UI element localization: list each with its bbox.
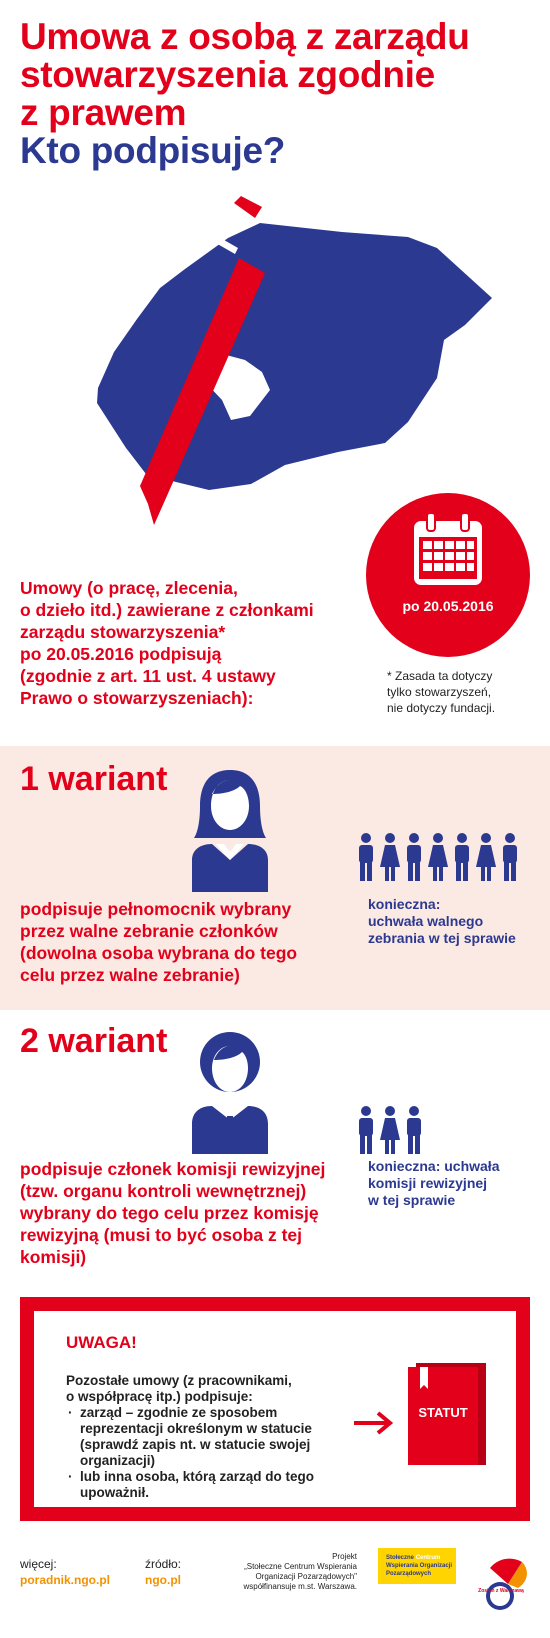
warning-intro-line: Pozostałe umowy (z pracownikami,: [66, 1373, 292, 1388]
person-male-icon: [359, 1106, 373, 1154]
footnote: [387, 668, 547, 716]
more-link[interactable]: poradnik.ngo.pl: [20, 1573, 110, 1587]
members-group-icon: [356, 833, 528, 881]
calendar-icon: [411, 511, 485, 589]
warsaw-logo: [478, 1548, 534, 1618]
warsaw-logo-text: Zostań z Warszawą: [478, 1588, 524, 1594]
variant-1-requirement: [368, 896, 516, 947]
project-line: „Stołeczne Centrum Wspierania: [244, 1562, 357, 1571]
variant-1-text: [20, 898, 297, 986]
intro-line: Prawo o stowarzyszeniach):: [20, 688, 254, 708]
requirement-line: konieczna:: [368, 896, 441, 912]
variant-2-title: 2 wariant: [20, 1022, 168, 1060]
project-line: Organizacji Pozarządowych": [255, 1572, 357, 1581]
warning-item-line: · zarząd – zgodnie ze sposobem: [80, 1405, 278, 1420]
arrow-right-icon: [352, 1411, 394, 1435]
requirement-line: w tej sprawie: [368, 1192, 456, 1208]
person-male-icon: [455, 833, 469, 881]
variant-2-text-line: podpisuje członek komisji rewizyjnej: [20, 1159, 326, 1179]
intro-line: zarządu stowarzyszenia*: [20, 622, 226, 642]
person-male-icon: [503, 833, 517, 881]
variant-2-requirement: [368, 1158, 499, 1209]
variant-2-text-line: wybrany do tego celu przez komisję: [20, 1203, 319, 1223]
title-line-2: stowarzyszenia zgodnie: [20, 54, 435, 95]
warning-body: [66, 1373, 366, 1501]
variant-1-text-line: (dowolna osoba wybrana do tego: [20, 943, 298, 963]
warning-item-line: upoważnił.: [80, 1485, 149, 1500]
person-male-icon: [359, 833, 373, 881]
variant-2-text-line: rewizyjną (musi to być osoba z tej: [20, 1225, 303, 1245]
variant-2-text-line: (tzw. organu kontroli wewnętrznej): [20, 1181, 307, 1201]
warning-list-item: [80, 1405, 366, 1469]
person-male-icon: [407, 833, 421, 881]
person-male-icon: [407, 1106, 421, 1154]
warning-title: UWAGA!: [66, 1333, 137, 1352]
footnote-line: * Zasada ta dotyczy: [387, 669, 493, 683]
warning-list: [66, 1405, 366, 1501]
warning-box: [20, 1297, 530, 1521]
intro-line: (zgodnie z art. 11 ust. 4 ustawy: [20, 666, 276, 686]
requirement-line: komisji rewizyjnej: [368, 1175, 488, 1191]
warning-item-line: · lub inna osoba, którą zarząd do tego: [80, 1469, 315, 1484]
requirement-line: uchwała walnego: [368, 913, 484, 929]
warning-intro-line: o współpracę itp.) podpisuje:: [66, 1389, 253, 1404]
title-line-3: z prawem: [20, 92, 187, 133]
person-female-icon: [428, 833, 448, 881]
man-icon: [190, 1030, 270, 1154]
committee-group-icon: [356, 1106, 428, 1154]
requirement-line: konieczna: uchwała: [368, 1158, 500, 1174]
variant-1-title: 1 wariant: [20, 760, 168, 798]
woman-icon: [190, 768, 270, 892]
requirement-line: zebrania w tej sprawie: [368, 930, 516, 946]
scwo-logo-text: Stołeczne Centrum Wspierania Organizacji Pozarządowych: [386, 1555, 453, 1577]
warning-item-line: organizacji): [80, 1453, 156, 1468]
intro-text: [20, 577, 350, 709]
person-female-icon: [380, 1106, 400, 1154]
warning-item-line: reprezentacji określonym w statucie: [80, 1421, 312, 1436]
calendar-date-label: po 20.05.2016: [402, 598, 494, 614]
footnote-line: tylko stowarzyszeń,: [387, 685, 492, 699]
more-label: więcej:: [20, 1557, 57, 1571]
title-question: Kto podpisuje?: [20, 130, 286, 171]
warning-item-line: (sprawdź zapis nt. w statucie swojej: [80, 1437, 311, 1452]
variant-1-text-line: przez walne zebranie członków: [20, 921, 278, 941]
person-female-icon: [380, 833, 400, 881]
statute-label: STATUT: [418, 1405, 468, 1420]
warning-list-item: [80, 1469, 366, 1501]
variant-2-text: [20, 1158, 325, 1268]
statute-book-icon: [408, 1363, 486, 1465]
person-female-icon: [476, 833, 496, 881]
intro-line: po 20.05.2016 podpisują: [20, 644, 222, 664]
calendar-badge: [366, 493, 530, 657]
source-link[interactable]: ngo.pl: [145, 1573, 181, 1587]
intro-line: Umowy (o pracę, zlecenia,: [20, 578, 238, 598]
source-label: źródło:: [145, 1557, 182, 1571]
project-line: współfinansuje m.st. Warszawa.: [243, 1582, 357, 1591]
title-line-1: Umowa z osobą z zarządu: [20, 16, 470, 57]
variant-2-text-line: komisji): [20, 1247, 87, 1267]
intro-line: o dzieło itd.) zawierane z członkami: [20, 600, 314, 620]
hand-with-pen-illustration: [0, 0, 550, 560]
variant-1-text-line: podpisuje pełnomocnik wybrany: [20, 899, 292, 919]
project-info: [232, 1552, 357, 1592]
project-line: Projekt: [332, 1552, 357, 1561]
scwo-logo: [378, 1548, 456, 1600]
variant-1-text-line: celu przez walne zebranie): [20, 965, 240, 985]
footnote-line: nie dotyczy fundacji.: [387, 701, 496, 715]
